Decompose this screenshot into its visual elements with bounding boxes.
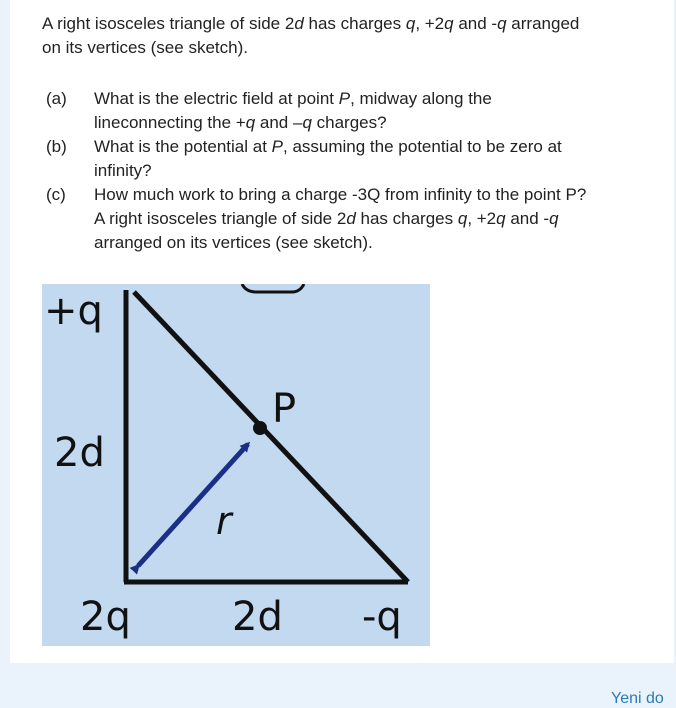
question-text: What is the potential at P, assuming the potential to be zero at infinity?	[94, 137, 562, 180]
question-text: What is the electric field at point P, midway along the lineconnecting the +q and –q charges?	[94, 89, 492, 132]
label-p: P	[272, 386, 297, 432]
question-a	[46, 87, 656, 135]
point-p-dot	[253, 421, 267, 435]
intro-line-1: A right isosceles triangle of side 2d has charges q, +2q and -q arranged	[42, 14, 580, 33]
triangle-hypotenuse	[134, 292, 408, 582]
problem-intro	[42, 12, 652, 60]
question-list	[46, 87, 656, 255]
content-card	[10, 0, 674, 663]
intro-line-2: on its vertices (see sketch).	[42, 38, 248, 57]
new-document-link[interactable]: Yeni do	[611, 690, 664, 707]
label-plus-q: +q	[44, 288, 103, 334]
question-b	[46, 135, 656, 183]
label-side-2d: 2d	[54, 430, 105, 476]
triangle-sketch	[42, 284, 430, 646]
label-r: r	[216, 499, 232, 543]
label-bottom-2d: 2d	[232, 594, 283, 640]
question-label: (b)	[46, 137, 67, 156]
arc-fragment	[242, 284, 304, 292]
label-minus-q: -q	[362, 594, 402, 640]
label-2q: 2q	[80, 594, 131, 640]
question-label: (c)	[46, 185, 66, 204]
question-c	[46, 183, 656, 255]
question-text: How much work to bring a charge -3Q from infinity to the point P? A right isosceles triangle of side 2d has charges q, +2q and -q arranged on its vertices (see sketch).	[94, 185, 587, 252]
question-label: (a)	[46, 89, 67, 108]
triangle-diagram	[42, 284, 430, 646]
